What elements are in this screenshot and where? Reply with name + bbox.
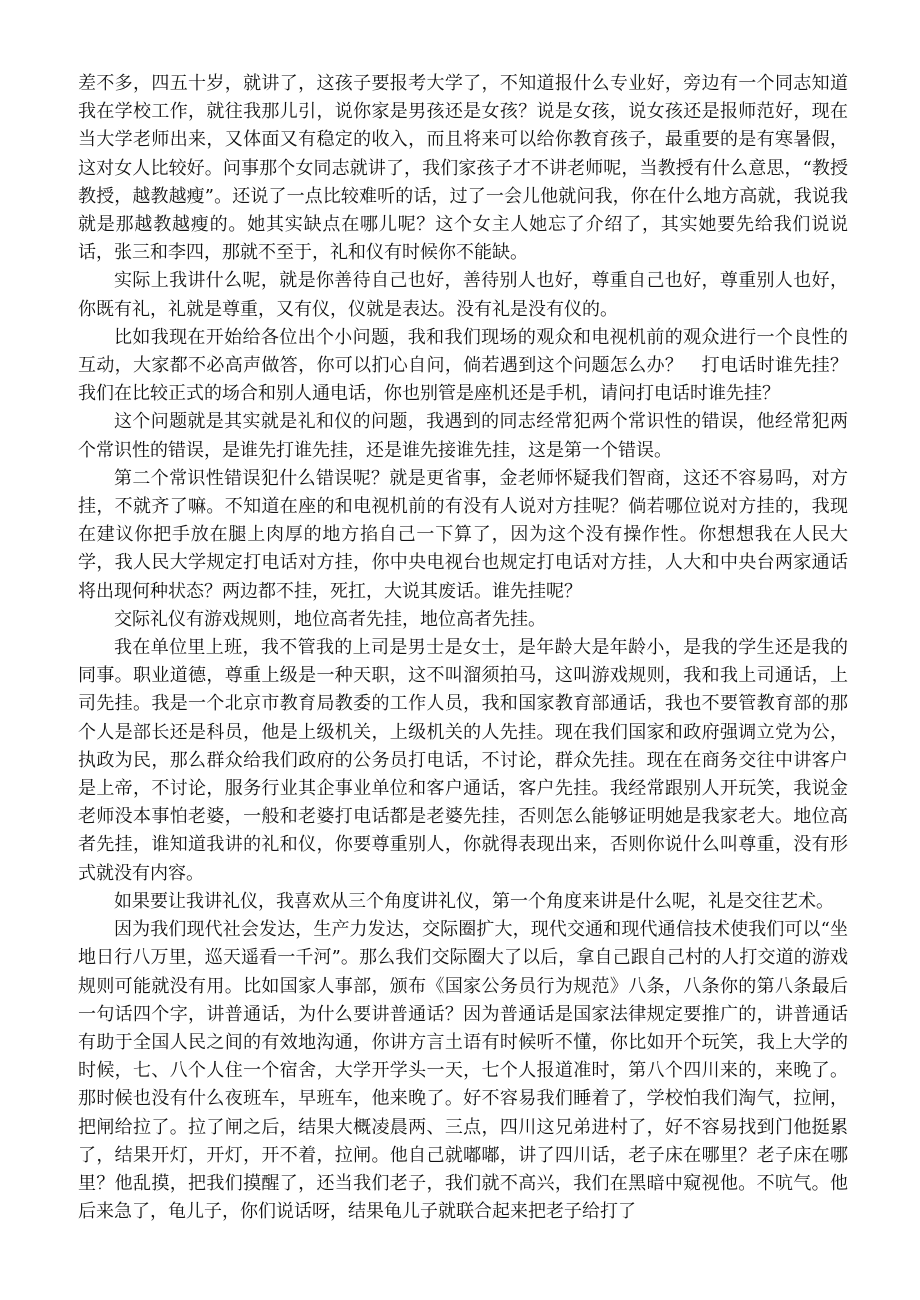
document-body — [78, 70, 848, 1226]
paragraph-8: 如果要让我讲礼仪，我喜欢从三个角度讲礼仪，第一个角度来讲是什么呢，礼是交往艺术。 — [114, 890, 834, 912]
paragraph-6: 交际礼仪有游戏规则，地位高者先挂，地位高者先挂。 — [114, 608, 546, 630]
paragraph-9: 因为我们现代社会发达，生产力发达，交际圈扩大，现代交通和现代通信技术使我们可以“坐地日行八万里，巡天遥看一千河”。那么我们交际圈大了以后，拿自己跟自己村的人打交道的游戏规则可能就没有用。比如国家人事部，颁布《国家公务员行为规范》八条，八条你的第八条最后一句话四个字，讲普通话，为什么要讲普通话？因为普通话是国家法律规定要推广的，讲普通话有助于全国人民之间的有效地沟通，你讲方言土语有时候听不懂，你比如开个玩笑，我上大学的时候，七、八个人住一个宿舍，大学开学头一天，七个人报道准时，第八个四川来的，来晚了。那时候也没有什么夜班车，早班车，他来晚了。好不容易我们睡着了，学校怕我们淘气，拉闸，把闸给拉了。拉了闸之后，结果大概凌晨两、三点，四川这兄弟进村了，好不容易找到门他挺累了，结果开灯，开灯，开不着，拉闸。他自己就嘟嘟，讲了四川话，老子床在哪里？老子床在哪里？他乱摸，把我们摸醒了，还当我们老子，我们就不高兴，我们在黑暗中窥视他。不吭气。他后来急了，龟儿子，你们说话呀，结果龟儿子就联合起来把老子给打了 — [78, 919, 848, 1223]
paragraph-4: 这个问题就是其实就是礼和仪的问题，我遇到的同志经常犯两个常识性的错误，他经常犯两个常识性的错误，是谁先打谁先挂，还是谁先接谁先挂，这是第一个错误。 — [78, 411, 848, 461]
paragraph-7: 我在单位里上班，我不管我的上司是男士是女士，是年龄大是年龄小，是我的学生还是我的同事。职业道德，尊重上级是一种天职，这不叫溜须拍马，这叫游戏规则，我和我上司通话，上司先挂。我是一个北京市教育局教委的工作人员，我和国家教育部通话，我也不要管教育部的那个人是部长还是科员，他是上级机关，上级机关的人先挂。现在我们国家和政府强调立党为公，执政为民，那么群众给我们政府的公务员打电话，不讨论，群众先挂。现在在商务交往中讲客户是上帝，不讨论，服务行业其企事业单位和客户通话，客户先挂。我经常跟别人开玩笑，我说金老师没本事怕老婆，一般和老婆打电话都是老婆先挂，否则怎么能够证明她是我家老大。地位高者先挂，谁知道我讲的礼和仪，你要尊重别人，你就得表现出来，否则你说什么叫尊重，没有形式就没有内容。 — [78, 637, 848, 884]
paragraph-2: 实际上我讲什么呢，就是你善待自己也好，善待别人也好，尊重自己也好，尊重别人也好，你既有礼，礼就是尊重，又有仪，仪就是表达。没有礼是没有仪的。 — [78, 270, 848, 320]
paragraph-1: 差不多，四五十岁，就讲了，这孩子要报考大学了，不知道报什么专业好，旁边有一个同志知道我在学校工作，就往我那儿引，说你家是男孩还是女孩？说是女孩，说女孩还是报师范好，现在当大学老师出来，又体面又有稳定的收入，而且将来可以给你教育孩子，最重要的是有寒暑假，这对女人比较好。问事那个女同志就讲了，我们家孩子才不讲老师呢，当教授有什么意思，“教授教授，越教越瘦”。还说了一点比较难听的话，过了一会儿他就问我，你在什么地方高就，我说我就是那越教越瘦的。她其实缺点在哪儿呢？这个女主人她忘了介绍了，其实她要先给我们说说话，张三和李四，那就不至于，礼和仪有时候你不能缺。 — [78, 73, 848, 264]
paragraph-3: 比如我现在开始给各位出个小问题，我和我们现场的观众和电视机前的观众进行一个良性的互动，大家都不必高声做答，你可以扪心自问，倘若遇到这个问题怎么办？ 打电话时谁先挂？我们在比较正式的场合和别人通电话，你也别管是座机还是手机，请问打电话时谁先挂？ — [78, 326, 848, 405]
paragraph-5: 第二个常识性错误犯什么错误呢？就是更省事，金老师怀疑我们智商，这还不容易吗，对方挂，不就齐了嘛。不知道在座的和电视机前的有没有人说对方挂呢？倘若哪位说对方挂的，我现在建议你把手放在腿上肉厚的地方掐自己一下算了，因为这个没有操作性。你想想我在人民大学，我人民大学规定打电话对方挂，你中央电视台也规定打电话对方挂，人大和中央台两家通话将出现何种状态？两边都不挂，死扛，大说其废话。谁先挂呢？ — [78, 467, 848, 602]
